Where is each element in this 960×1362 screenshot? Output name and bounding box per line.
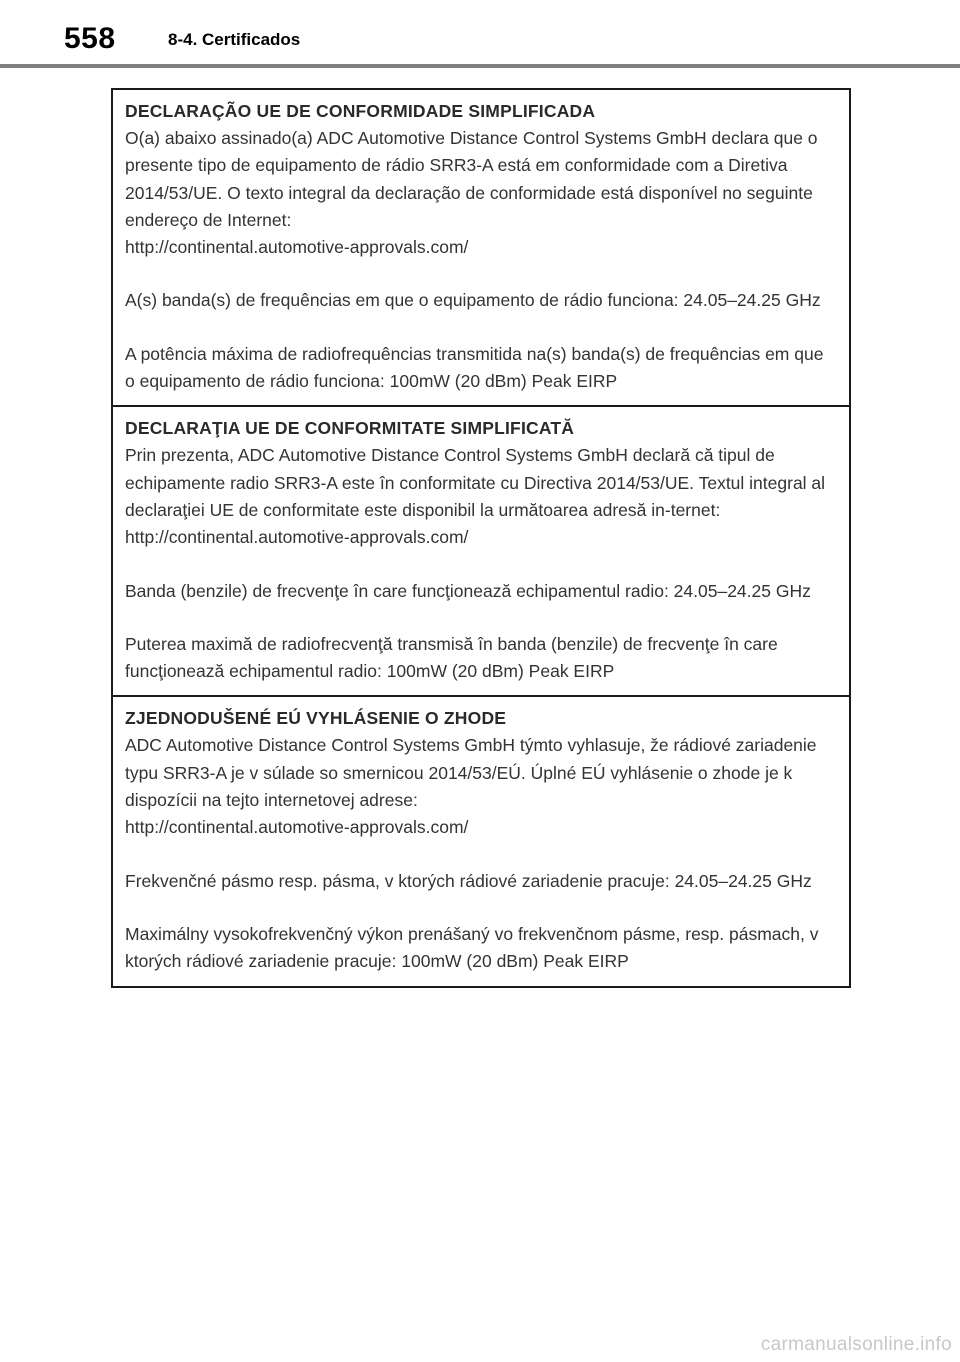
header-divider [0,64,960,68]
declaration-statement [125,125,837,261]
declaration-url[interactable]: http://continental.automotive-approvals.com/ [125,237,469,258]
max-power-text: Puterea maximă de radiofrecvenţă transmisă în banda (benzile) de frecvenţe în care funcţionează echipamentul radio: 100mW (20 dBm) Peak EIRP [125,633,778,682]
watermark-text: carmanualsonline.info [760,1334,952,1355]
section-title: 8-4. Certificados [168,30,301,49]
max-power-text: Maximálny vysokofrekvenčný výkon prenášaný vo frekvenčnom pásme, resp. pásmach, v ktorých rádiové zariadenie pracuje: 100mW (20 dBm) Peak EIRP [125,923,819,972]
certificate-box [111,88,851,988]
declaration-heading: DECLARAÇÃO UE DE CONFORMIDADE SIMPLIFICADA [125,101,596,121]
declaration-url[interactable]: http://continental.automotive-approvals.com/ [125,817,469,838]
statement-text: O(a) abaixo assinado(a) ADC Automotive Distance Control Systems GmbH declara que o presente tipo de equipamento de rádio SRR3-A está em conformidade com a Diretiva 2014/53/UE. O texto integral da declaração de conformidade está disponível no seguinte endereço de Internet: [125,128,818,230]
declaration-heading: ZJEDNODUŠENÉ EÚ VYHLÁSENIE O ZHODE [125,708,507,729]
frequency-band-text: A(s) banda(s) de frequências em que o equipamento de rádio funciona: 24.05–24.25 GHz [125,290,821,311]
frequency-band-text: Banda (benzile) de frecvenţe în care funcţionează echipamentul radio: 24.05–24.25 GHz [125,580,811,601]
declaration-url[interactable]: http://continental.automotive-approvals.com/ [125,527,469,548]
page-header [0,0,960,68]
declaration-heading: DECLARAŢIA UE DE CONFORMITATE SIMPLIFICATĂ [125,418,575,439]
declaration-portuguese [113,90,849,407]
statement-text: Prin prezenta, ADC Automotive Distance Control Systems GmbH declară că tipul de echipamente radio SRR3-A este în conformitate cu Directiva 2014/53/UE. Textul integral al declaraţiei UE de conformitate este disponibil la următoarea adresă in-ternet: [125,445,826,520]
frequency-band-text: Frekvenčné pásmo resp. pásma, v ktorých rádiové zariadenie pracuje: 24.05–24.25 GHz [125,870,812,891]
declaration-slovak [113,697,849,985]
max-power-text: A potência máxima de radiofrequências transmitida na(s) banda(s) de frequências em que o equipamento de rádio funciona: 100mW (20 dBm) Peak EIRP [125,343,824,392]
declaration-statement [125,732,837,841]
statement-text: ADC Automotive Distance Control Systems GmbH týmto vyhlasuje, že rádiové zariadenie typu SRR3-A je v súlade so smernicou 2014/53/EÚ. Úplné EÚ vyhlásenie o zhode je k dispozícii na tejto internetovej adrese: [125,735,817,811]
page-number: 558 [64,22,116,55]
declaration-statement [125,442,837,551]
declaration-romanian [113,407,849,697]
